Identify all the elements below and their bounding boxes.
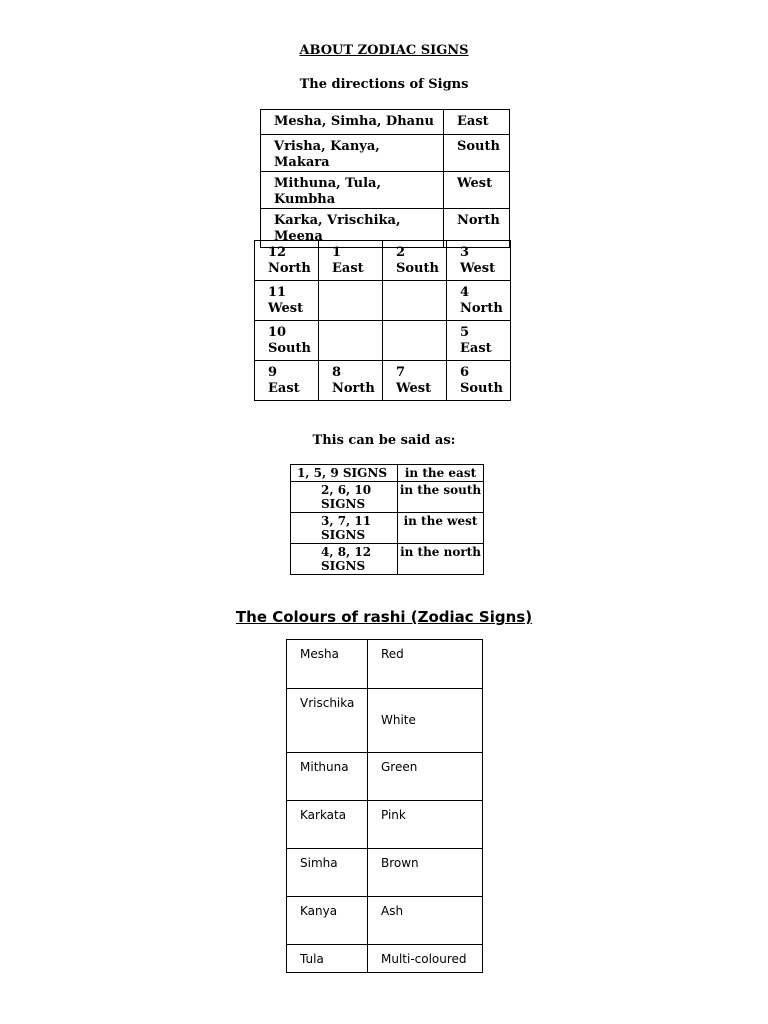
grid-cell [447,281,511,321]
signs-cell: Karka, Vrischika, Meena [261,209,444,248]
colour-cell: Multi-coloured [368,945,483,973]
sign-number: 10 [268,325,287,340]
sign-number: 12 [268,245,287,260]
signs-text: 2, 6, 10 SIGNS [321,483,372,511]
rashi-cell: Tula [287,945,368,973]
sign-direction: South [396,261,439,276]
table-row [291,465,484,482]
sign-number: 8 [332,365,342,380]
table-row [287,640,483,689]
rashi-cell: Mithuna [287,753,368,801]
colour-cell: White [368,689,483,753]
said-heading: This can be said as: [312,433,456,448]
table-row [261,135,510,172]
grid-cell [255,281,319,321]
grid-cell [447,241,511,281]
colour-cell: Brown [368,849,483,897]
direction-cell: West [444,172,510,209]
table-row [287,897,483,945]
rashi-cell: Kanya [287,897,368,945]
grid-row [255,321,511,361]
colour-cell: Pink [368,801,483,849]
signs-cell: Vrisha, Kanya, Makara [261,135,444,172]
colour-cell: Green [368,753,483,801]
sign-number: 1 [332,245,342,260]
grid-cell [319,361,383,401]
sign-direction: South [460,381,503,396]
direction-cell: East [444,110,510,135]
table-row [287,801,483,849]
rashi-cell: Simha [287,849,368,897]
sign-number: 7 [396,365,406,380]
signs-cell: Mesha, Simha, Dhanu [261,110,444,135]
sign-number: 2 [396,245,406,260]
signs-cell [291,482,398,513]
grid-cell [255,361,319,401]
grid-cell [383,241,447,281]
sign-number: 5 [460,325,470,340]
rashi-cell: Karkata [287,801,368,849]
sign-number: 11 [268,285,287,300]
rashi-cell: Vrischika [287,689,368,753]
grid-cell-empty [319,321,383,361]
grid-cell-empty [383,281,447,321]
sign-direction: East [332,261,364,276]
table-row [287,689,483,753]
signs-text: 4, 8, 12 SIGNS [321,545,372,573]
sign-number: 3 [460,245,470,260]
table-row [261,110,510,135]
sign-direction: East [268,381,300,396]
direction-cell: South [444,135,510,172]
zodiac-grid [254,240,511,401]
location-cell: in the west [398,513,484,544]
colours-table [286,639,483,973]
table-row [287,945,483,973]
grid-cell-empty [383,321,447,361]
sign-direction: North [268,261,311,276]
grid-cell [255,241,319,281]
direction-cell: North [444,209,510,248]
grid-cell [319,241,383,281]
table-row [291,544,484,575]
sign-direction: North [332,381,375,396]
sign-number: 4 [460,285,470,300]
grid-cell [255,321,319,361]
grid-row [255,361,511,401]
grid-cell-empty [319,281,383,321]
sign-direction: East [460,341,492,356]
grid-row [255,281,511,321]
sign-direction: West [396,381,432,396]
signs-cell [291,465,398,482]
location-cell: in the north [398,544,484,575]
table-row [261,172,510,209]
sign-direction: North [460,301,503,316]
location-cell: in the south [398,482,484,513]
signs-text: 1, 5, 9 SIGNS [296,466,388,480]
grid-cell [447,361,511,401]
table-row [291,482,484,513]
grid-row [255,241,511,281]
table-row [291,513,484,544]
colour-cell: Red [368,640,483,689]
sign-number: 9 [268,365,278,380]
said-table [290,464,484,575]
table-row [287,849,483,897]
table-row [287,753,483,801]
sign-number: 6 [460,365,470,380]
directions-table [260,109,510,248]
signs-text: 3, 7, 11 SIGNS [321,514,372,542]
sign-direction: West [268,301,304,316]
colours-heading: The Colours of rashi (Zodiac Signs) [235,608,533,626]
sign-direction: South [268,341,311,356]
sign-direction: West [460,261,496,276]
grid-cell [447,321,511,361]
rashi-cell: Mesha [287,640,368,689]
directions-heading: The directions of Signs [299,77,469,92]
signs-cell [291,544,398,575]
location-cell: in the east [398,465,484,482]
signs-cell: Mithuna, Tula, Kumbha [261,172,444,209]
signs-cell [291,513,398,544]
page-title: ABOUT ZODIAC SIGNS [299,43,469,58]
grid-cell [383,361,447,401]
colour-cell: Ash [368,897,483,945]
